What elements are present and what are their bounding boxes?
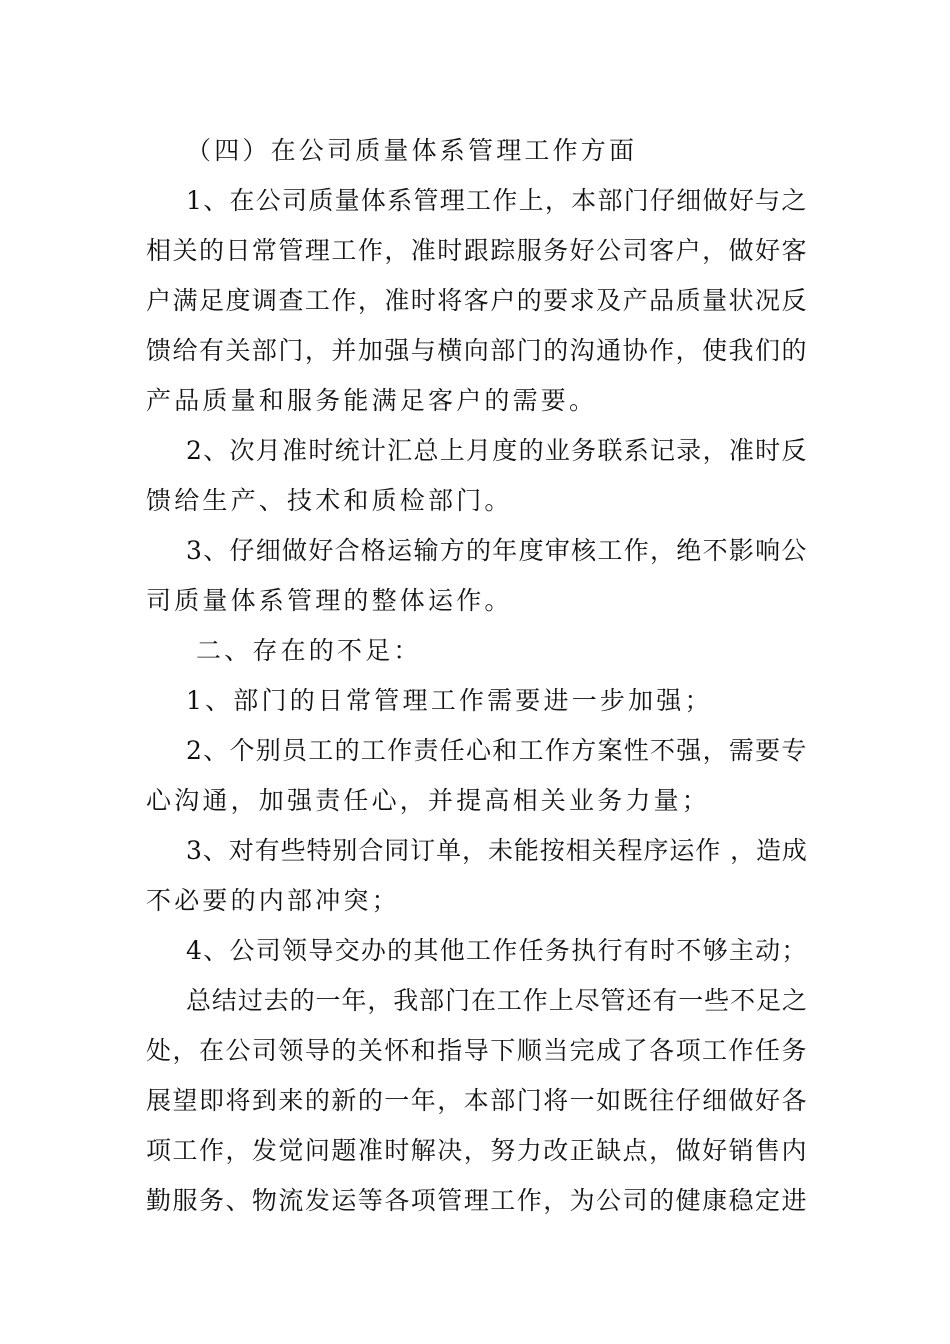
paragraph-line: 3、仔细做好合格运输方的年度审核工作，绝不影响公 (186, 536, 808, 565)
section-heading: 二、存在的不足： (196, 636, 422, 665)
list-item: 4、公司领导交办的其他工作任务执行有时不够主动； (186, 936, 808, 965)
paragraph-line: 心沟通，加强责任心，并提高相关业务力量； (146, 786, 711, 815)
paragraph-line: 司质量体系管理的整体运作。 (146, 586, 513, 615)
paragraph-line: 户满足度调查工作，准时将客户的要求及产品质量状况反 (146, 286, 809, 315)
paragraph-line: 相关的日常管理工作，准时跟踪服务好公司客户，做好客 (146, 236, 809, 265)
list-item: 1、部门的日常管理工作需要进一步加强； (186, 686, 713, 715)
list-item: 3、对有些特别合同订单，未能按相关程序运作 ，造成 (186, 836, 808, 865)
paragraph-line: 产品质量和服务能满足客户的需要。 (146, 386, 598, 415)
paragraph-line: 总结过去的一年，我部门在工作上尽管还有一些不足之 (186, 986, 808, 1015)
paragraph-line: 项工作，发觉问题准时解决，努力改正缺点，做好销售内 (146, 1136, 809, 1165)
list-item: 2、个别员工的工作责任心和工作方案性不强，需要专 (186, 736, 808, 765)
paragraph-line: 处，在公司领导的关怀和指导下顺当完成了各项工作任务 (146, 1036, 809, 1065)
paragraph-line: 不必要的内部冲突； (146, 886, 400, 915)
paragraph-line: 2、次月准时统计汇总上月度的业务联系记录，准时反 (186, 436, 808, 465)
paragraph-line: 1、在公司质量体系管理工作上，本部门仔细做好与之 (186, 186, 808, 215)
paragraph-line: 勤服务、物流发运等各项管理工作，为公司的健康稳定进 (146, 1186, 809, 1215)
paragraph-line: 馈给有关部门，并加强与横向部门的沟通协作，使我们的 (146, 336, 809, 365)
paragraph-line: 展望即将到来的新的一年，本部门将一如既往仔细做好各 (146, 1086, 809, 1115)
section-heading: （四）在公司质量体系管理工作方面 (186, 136, 638, 165)
paragraph-line: 馈给生产、技术和质检部门。 (146, 486, 513, 515)
